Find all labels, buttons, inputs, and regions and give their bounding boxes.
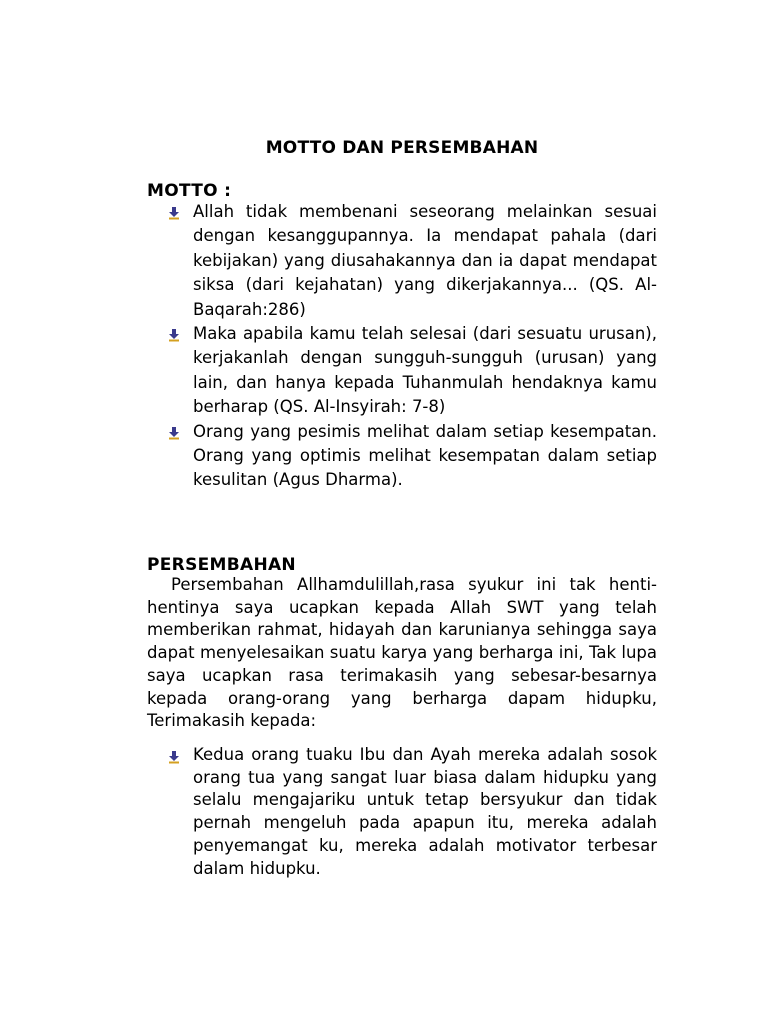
page-title: MOTTO DAN PERSEMBAHAN	[265, 138, 539, 158]
motto-item-text: Maka apabila kamu telah selesai (dari sesuatu urusan), kerjakanlah dengan sungguh-sungguh (urusan) yang lain, dan hanya kepada Tuhanmulah hendaknya kamu berharap (QS. Al-Insyirah: 7-8)	[193, 324, 657, 417]
motto-item-text: Allah tidak membenani seseorang melainkan sesuai dengan kesanggupannya. Ia mendapat pahala (dari kebijakan) yang diusahakannya dan ia dapat mendapat siksa (dari kejahatan) yang dikerjakannya... (QS. Al-Baqarah:286)	[193, 202, 657, 319]
persembahan-heading: PERSEMBAHAN	[147, 555, 296, 575]
motto-item-text: Orang yang pesimis melihat dalam setiap kesempatan. Orang yang optimis melihat kesempatan dalam setiap kesulitan (Agus Dharma).	[193, 421, 657, 490]
arrow-down-bullet-icon	[167, 206, 181, 220]
motto-heading: MOTTO :	[147, 181, 232, 201]
motto-item	[167, 322, 657, 420]
arrow-down-bullet-icon	[167, 426, 181, 440]
motto-item	[167, 420, 657, 493]
persembahan-list	[167, 744, 657, 880]
motto-list	[167, 200, 657, 493]
motto-item	[167, 200, 657, 322]
arrow-down-bullet-icon	[167, 328, 181, 342]
arrow-down-bullet-icon	[167, 750, 181, 764]
persembahan-item	[167, 744, 657, 880]
persembahan-intro-paragraph: Persembahan Allhamdulillah,rasa syukur ini tak henti-hentinya saya ucapkan kepada Allah SWT yang telah memberikan rahmat, hidayah dan karunianya sehingga saya dapat menyelesaikan suatu karya yang berharga ini, Tak lupa saya ucapkan rasa terimakasih yang sebesar-besarnya kepada orang-orang yang berharga dapam hidupku, Terimakasih kepada:	[147, 575, 657, 731]
persembahan-item-text: Kedua orang tuaku Ibu dan Ayah mereka adalah sosok orang tua yang sangat luar biasa dalam hidupku yang selalu mengajariku untuk tetap bersyukur dan tidak pernah mengeluh pada apapun itu, mereka adalah penyemangat ku, mereka adalah motivator terbesar dalam hidupku.	[193, 745, 657, 878]
